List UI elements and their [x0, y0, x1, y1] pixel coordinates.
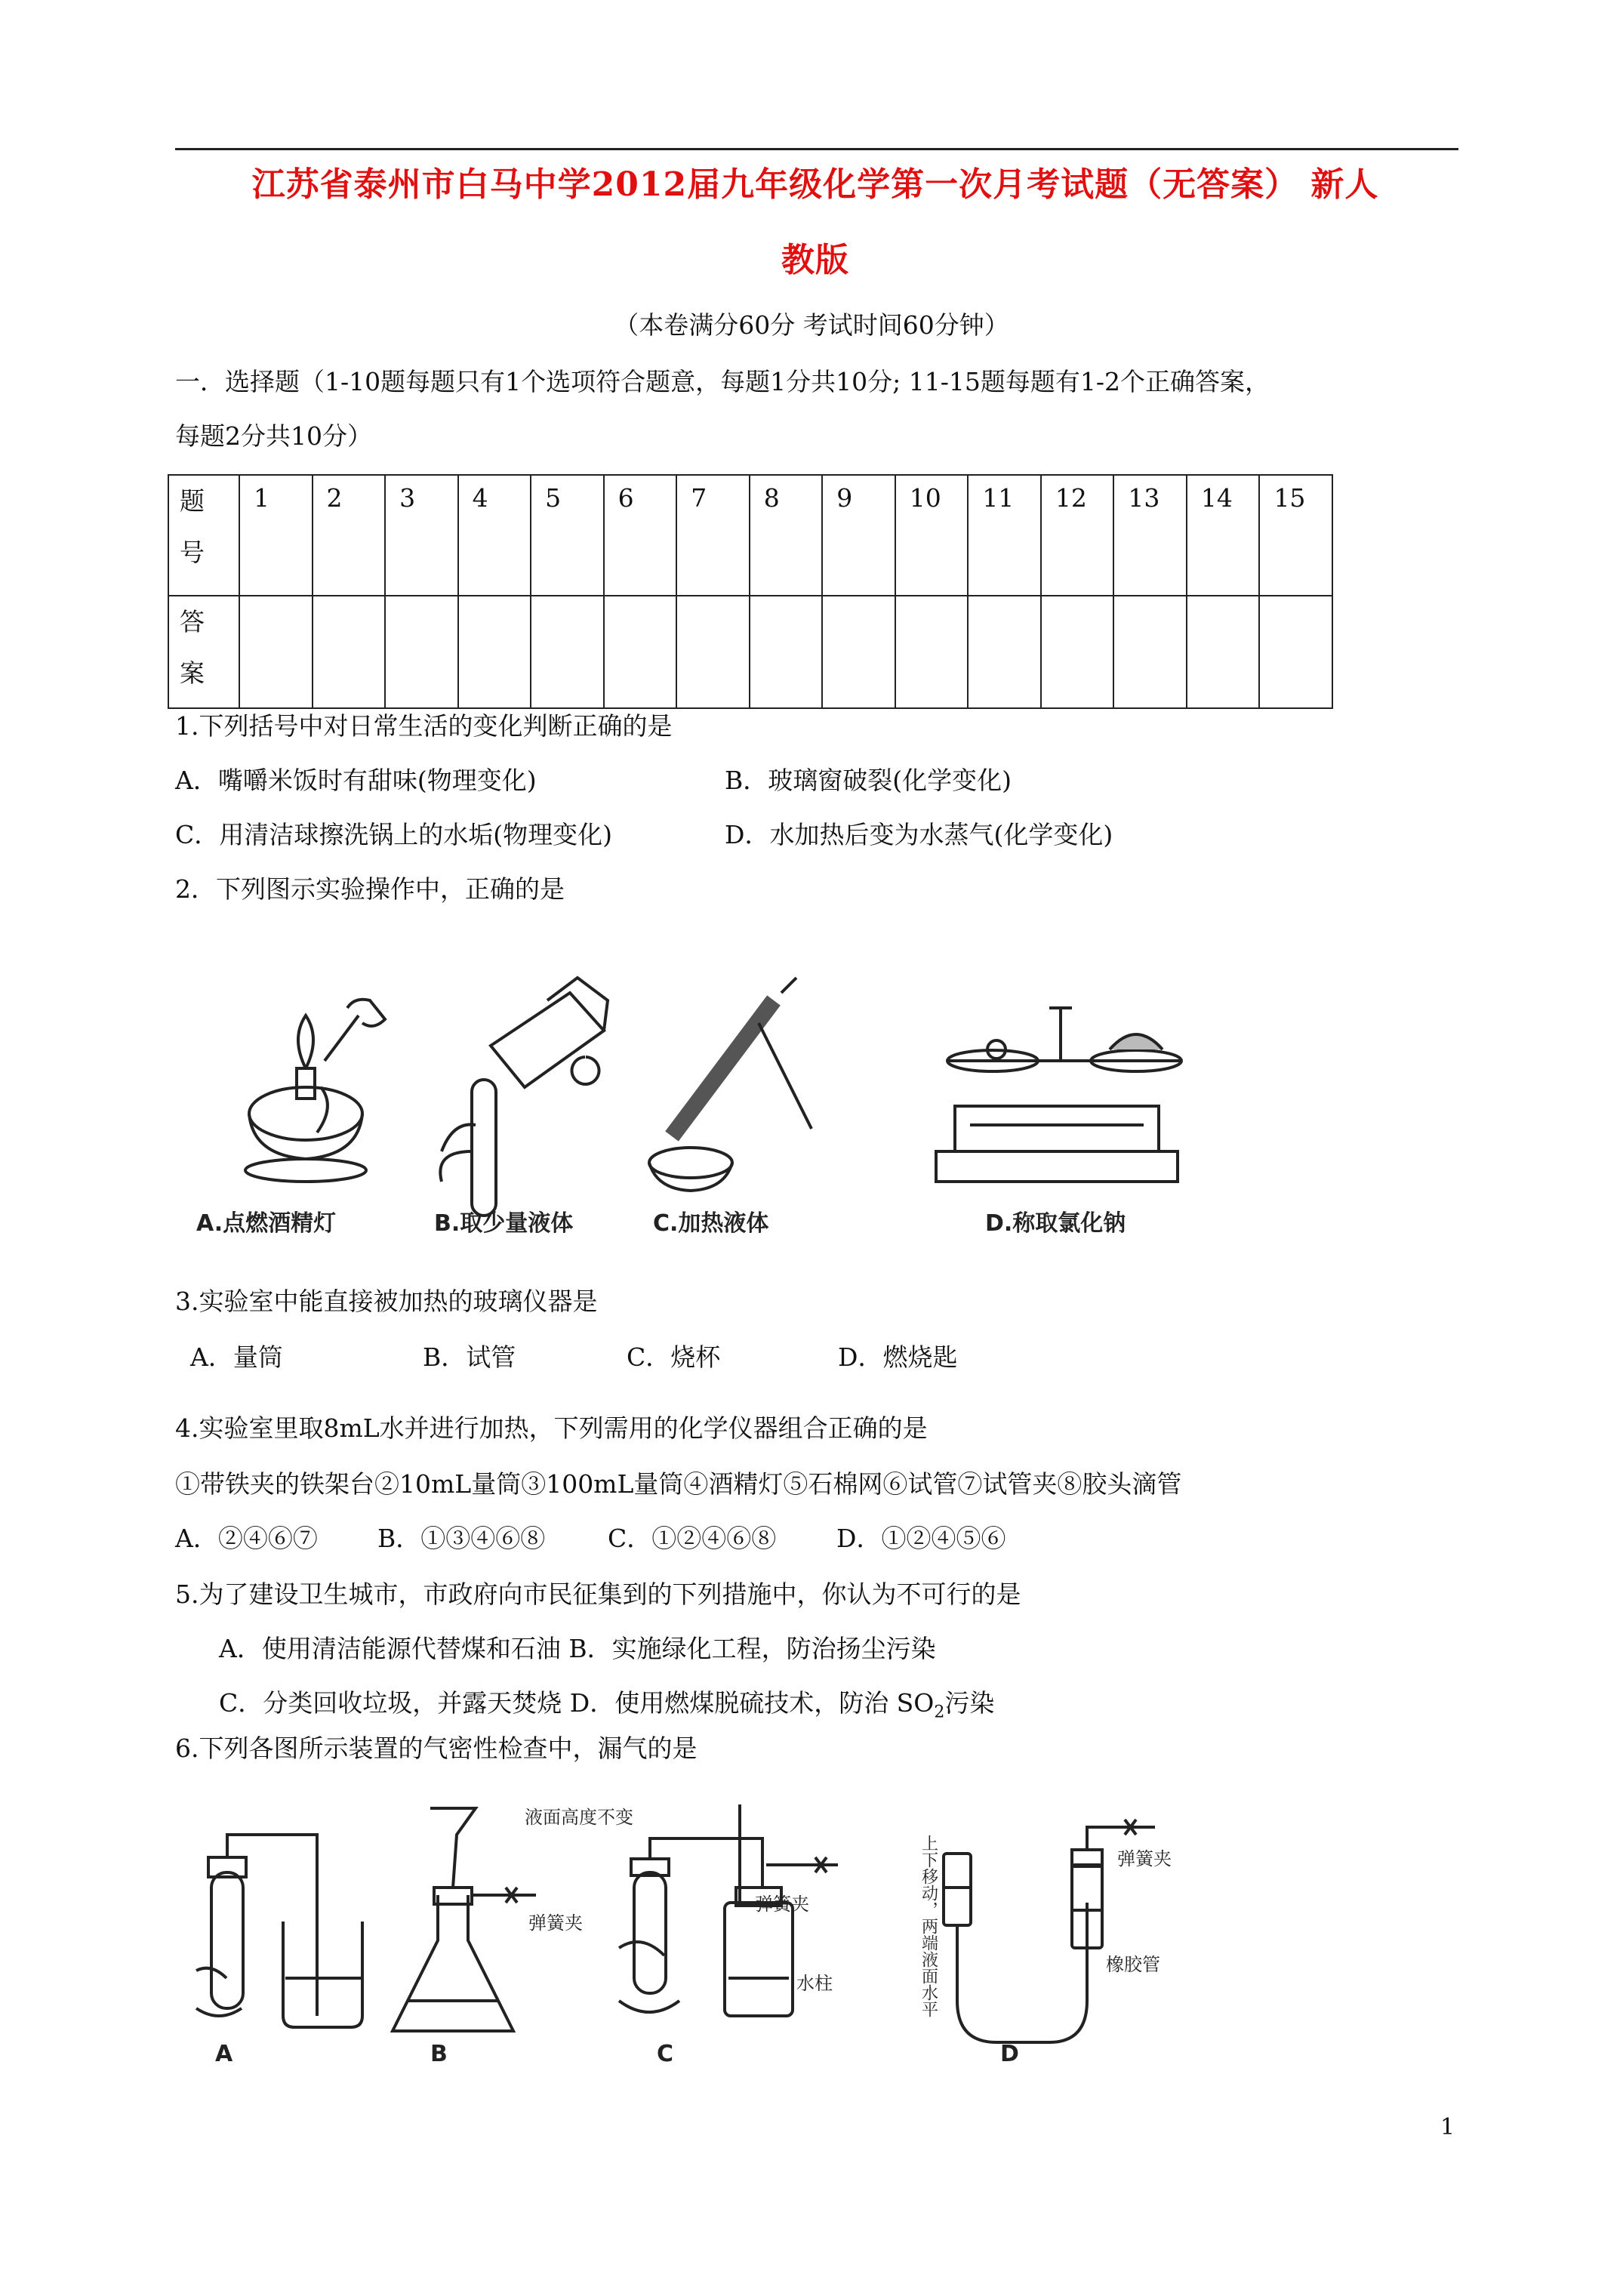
- q2-caption-a: A.点燃酒精灯: [196, 1210, 337, 1237]
- q4-option-c: C．①②④⑥⑧: [608, 1524, 777, 1553]
- question-number-cell: 12: [1041, 475, 1114, 596]
- answer-header: 答 案: [168, 596, 239, 708]
- q5-options-ab: A．使用清洁能源代替煤和石油 B．实施绿化工程，防治扬尘污染: [219, 1634, 936, 1663]
- section1-heading-line1: 一．选择题（1-10题每题只有1个选项符合题意，每题1分共10分; 11-15题每题有1-2个正确答案，: [175, 367, 1270, 396]
- answer-cell[interactable]: [1041, 596, 1114, 708]
- q6-label-c-clip: 弹簧夹: [755, 1894, 809, 1915]
- answer-cell[interactable]: [604, 596, 677, 708]
- answer-cell[interactable]: [895, 596, 969, 708]
- answer-table-number-row: [168, 475, 1332, 596]
- answer-cell[interactable]: [385, 596, 458, 708]
- document-title-line2: 教版: [781, 241, 849, 279]
- q6-caption-d: D: [1000, 2041, 1019, 2067]
- answer-cell[interactable]: [1187, 596, 1260, 708]
- exam-subtitle: （本卷满分60分 考试时间60分钟）: [614, 310, 1009, 340]
- q6-stem: 6.下列各图所示装置的气密性检查中，漏气的是: [175, 1734, 698, 1763]
- q4-items: ①带铁夹的铁架台②10mL量筒③100mL量筒④酒精灯⑤石棉网⑥试管⑦试管夹⑧胶头滴管: [175, 1469, 1182, 1499]
- q4-option-a: A．②④⑥⑦: [175, 1524, 318, 1553]
- q1-option-c: C．用清洁球擦洗锅上的水垢(物理变化): [175, 820, 612, 849]
- question-number-cell: 4: [458, 475, 531, 596]
- answer-cell[interactable]: [968, 596, 1041, 708]
- q1-option-b: B．玻璃窗破裂(化学变化): [725, 766, 1012, 795]
- q1-option-a: A．嘴嚼米饭时有甜味(物理变化): [175, 766, 537, 795]
- q6-label-d-clip: 弹簧夹: [1117, 1848, 1172, 1869]
- answer-cell[interactable]: [750, 596, 823, 708]
- answer-cell[interactable]: [313, 596, 386, 708]
- document-title-line1: 江苏省泰州市白马中学2012届九年级化学第一次月考试题（无答案） 新人: [251, 165, 1379, 204]
- q2-caption-d: D.称取氯化钠: [985, 1210, 1126, 1237]
- question-number-cell: 15: [1259, 475, 1332, 596]
- question-number-cell: 1: [239, 475, 313, 596]
- q5-options-cd: C．分类回收垃圾，并露天焚烧 D．使用燃煤脱硫技术，防治 $SO_2$污染: [219, 1688, 995, 1722]
- q3-stem: 3.实验室中能直接被加热的玻璃仪器是: [175, 1287, 598, 1316]
- question-number-cell: 11: [968, 475, 1041, 596]
- question-number-cell: 3: [385, 475, 458, 596]
- q3-option-c: C．烧杯: [627, 1342, 721, 1372]
- question-number-cell: 10: [895, 475, 969, 596]
- apparatus-b-illustration: [393, 1808, 536, 2031]
- question-number-cell: 8: [750, 475, 823, 596]
- question-number-header: 题 号: [168, 475, 239, 596]
- question-number-cell: 14: [1187, 475, 1260, 596]
- q4-option-b: B．①③④⑥⑧: [377, 1524, 546, 1553]
- heating-liquid-illustration: [649, 978, 812, 1191]
- question-number-cell: 9: [822, 475, 895, 596]
- header-rule: [175, 148, 1458, 150]
- q6-caption-a: A: [215, 2041, 233, 2067]
- q6-label-level: 液面高度不变: [525, 1807, 633, 1828]
- q3-option-a: A．量筒: [190, 1342, 283, 1372]
- q4-option-d: D．①②④⑤⑥: [836, 1524, 1006, 1553]
- answer-cell[interactable]: [239, 596, 313, 708]
- q2-caption-c: C.加热液体: [653, 1210, 769, 1237]
- q1-stem: 1.下列括号中对日常生活的变化判断正确的是: [175, 711, 673, 741]
- q2-caption-b: B.取少量液体: [434, 1210, 574, 1237]
- q4-stem: 4.实验室里取8mL水并进行加热，下列需用的化学仪器组合正确的是: [175, 1413, 928, 1443]
- q6-caption-c: C: [657, 2041, 674, 2067]
- page-number: 1: [1440, 2114, 1455, 2140]
- q6-figure: [181, 1789, 1268, 2069]
- answer-cell[interactable]: [458, 596, 531, 708]
- answer-cell[interactable]: [676, 596, 750, 708]
- q3-option-b: B．试管: [423, 1342, 516, 1372]
- q2-stem: 2．下列图示实验操作中，正确的是: [175, 874, 565, 904]
- q5-stem: 5.为了建设卫生城市，市政府向市民征集到的下列措施中，你认为不可行的是: [175, 1579, 1021, 1609]
- question-number-cell: 2: [313, 475, 386, 596]
- q6-label-c-column: 水柱: [796, 1973, 833, 1994]
- pouring-liquid-illustration: [440, 978, 608, 1216]
- answer-cell[interactable]: [531, 596, 604, 708]
- q1-option-d: D．水加热后变为水蒸气(化学变化): [725, 820, 1113, 849]
- q6-label-b-clip: 弹簧夹: [528, 1912, 583, 1934]
- question-number-cell: 6: [604, 475, 677, 596]
- q6-label-d-side: 上下移动，两端液面水平: [919, 1835, 938, 2017]
- answer-table-answer-row: [168, 596, 1332, 708]
- q6-label-d-tube: 橡胶管: [1106, 1954, 1160, 1975]
- answer-cell[interactable]: [822, 596, 895, 708]
- answer-table: [168, 474, 1333, 709]
- q6-caption-b: B: [430, 2041, 448, 2067]
- question-number-cell: 7: [676, 475, 750, 596]
- section1-heading-line2: 每题2分共10分）: [175, 421, 372, 451]
- question-number-cell: 5: [531, 475, 604, 596]
- answer-cell[interactable]: [1259, 596, 1332, 708]
- alcohol-lamp-illustration: [245, 1000, 385, 1182]
- apparatus-a-illustration: [196, 1835, 362, 2027]
- q2-figure: [192, 955, 1204, 1238]
- balance-illustration: [936, 1008, 1181, 1182]
- question-number-cell: 13: [1113, 475, 1187, 596]
- q3-option-d: D．燃烧匙: [838, 1342, 958, 1372]
- answer-cell[interactable]: [1113, 596, 1187, 708]
